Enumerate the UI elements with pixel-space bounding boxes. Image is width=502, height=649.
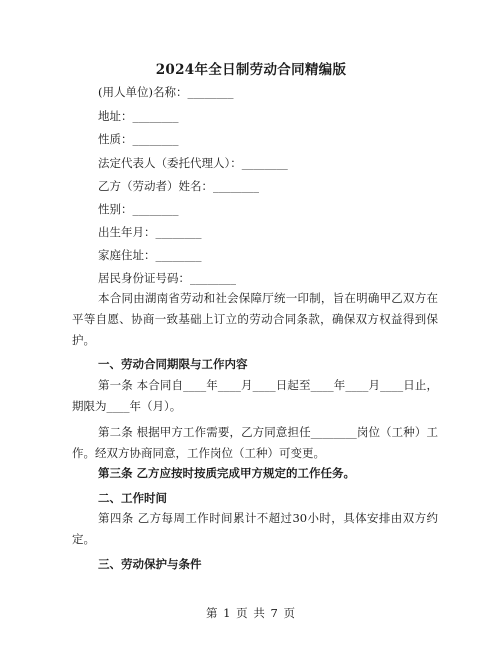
employee-id-field: 居民身份证号码：________ — [98, 271, 236, 285]
section-3-heading: 三、劳动保护与条件 — [98, 557, 202, 571]
employee-address-field: 家庭住址：________ — [98, 248, 202, 262]
employee-gender-field: 性别：________ — [98, 202, 179, 216]
legal-representative-field: 法定代表人（委托代理人）：________ — [98, 156, 288, 170]
article-4: 第四条 乙方每周工作时间累计不超过30小时，具体安排由双方约定。 — [72, 511, 438, 546]
employer-address-field: 地址：________ — [98, 109, 179, 123]
section-1-heading: 一、劳动合同期限与工作内容 — [98, 357, 248, 371]
article-3: 第三条 乙方应按时按质完成甲方规定的工作任务。 — [98, 466, 356, 480]
employee-name-field: 乙方（劳动者）姓名：________ — [98, 179, 259, 193]
employer-name-field: (用人单位)名称：________ — [98, 85, 234, 99]
employee-birth-field: 出生年月：________ — [98, 225, 202, 239]
employer-nature-field: 性质：________ — [98, 132, 179, 146]
article-2: 第二条 根据甲方工作需要，乙方同意担任________岗位（工种）工作。经双方协商同意，工作岗位（工种）可变更。 — [72, 425, 438, 460]
article-1: 第一条 本合同自____年____月____日起至____年____月____日止，期限为____年（月）。 — [72, 378, 438, 413]
page-number: 第 1 页 共 7 页 — [206, 606, 296, 620]
document-title: 2024年全日制劳动合同精编版 — [155, 62, 347, 78]
intro-paragraph: 本合同由湖南省劳动和社会保障厅统一印制，旨在明确甲乙双方在平等自愿、协商一致基础上订立的劳动合同条款，确保双方权益得到保护。 — [72, 291, 438, 347]
section-2-heading: 二、工作时间 — [98, 491, 167, 505]
